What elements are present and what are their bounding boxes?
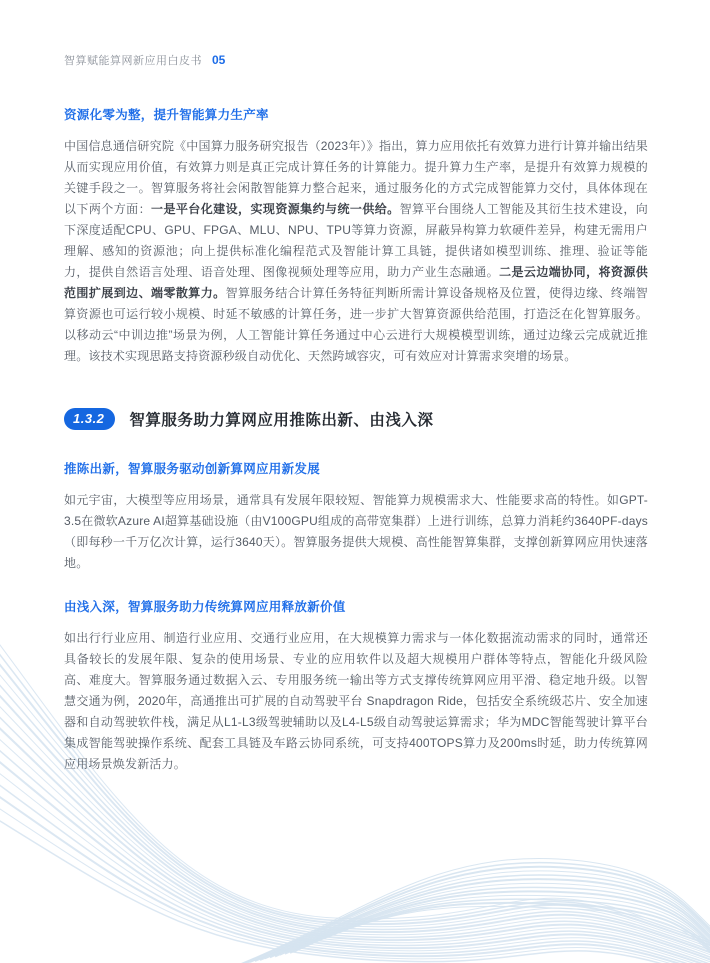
text-segment-bold: 二是云边端协同，将资源供范围扩展到边、端零散算力。 xyxy=(64,265,648,300)
text-segment-bold: 一是平台化建设，实现资源集约与统一供给。 xyxy=(151,202,400,216)
doc-header xyxy=(64,52,648,68)
text-segment: 智算平台围绕人工智能及其衍生技术建设，向下深度适配CPU、GPU、FPGA、MLU、NPU、TPU等算力资源，屏蔽异构算力软硬件差异，构建无需用户理解、感知的资源池；向上提供标准化编程范式及智能计算工具链，提供诸如模型训练、推理、验证等能力，提供自然语言处理、语音处理、图像视频处理等应用，助力产业生态融通。 xyxy=(64,202,648,279)
page-number: 05 xyxy=(212,53,226,67)
section-1-3-2 xyxy=(64,408,648,775)
section-resource-integration xyxy=(64,105,648,367)
doc-title: 智算赋能算网新应用白皮书 xyxy=(64,55,202,67)
section-title: 智算服务助力算网应用推陈出新、由浅入深 xyxy=(129,412,434,429)
subtitle-innovation: 推陈出新，智算服务驱动创新算网应用新发展 xyxy=(64,462,321,476)
subtitle-resource-integration: 资源化零为整，提升智能算力生产率 xyxy=(64,108,269,122)
paragraph-innovation: 如元宇宙，大模型等应用场景，通常具有发展年限较短、智能算力规模需求大、性能要求高的特性。如GPT-3.5在微软Azure AI超算基础设施（由V100GPU组成的高带宽集群）上进行训练，总算力消耗约3640PF-days（即每秒一千万亿次计算，运行3640天）。智算服务提供大规模、高性能智算集群，支撑创新算网应用快速落地。 xyxy=(64,493,648,570)
text-segment: 智算服务结合计算任务特征判断所需计算设备规格及位置，使得边缘、终端智算资源也可运行较小规模、时延不敏感的计算任务，进一步扩大智算资源供给范围，打造泛在化智算服务。以移动云“中训边推”场景为例，人工智能计算任务通过中心云进行大规模模型训练，通过边缘云完成就近推理。该技术实现思路支持资源秒级自动优化、天然跨域容灾，可有效应对计算需求突增的场景。 xyxy=(64,286,648,363)
text-segment: 中国信息通信研究院《中国算力服务研究报告（2023年）》指出，算力应用依托有效算力进行计算并输出结果从而实现应用价值，有效算力则是真正完成计算任务的计算能力。提升算力生产率，是提升有效算力规模的关键手段之一。智算服务将社会闲散智能算力整合起来，通过服务化的方式完成智能算力交付，具体体现在以下两个方面： xyxy=(64,139,648,216)
section-heading xyxy=(64,408,648,430)
subtitle-traditional-value: 由浅入深，智算服务助力传统算网应用释放新价值 xyxy=(64,600,346,614)
paragraph-resource-integration xyxy=(64,136,648,367)
section-number-badge: 1.3.2 xyxy=(64,408,115,430)
paragraph-traditional-value: 如出行行业应用、制造行业应用、交通行业应用，在大规模算力需求与一体化数据流动需求的同时，通常还具备较长的发展年限、复杂的使用场景、专业的应用软件以及超大规模用户群体等特点，智能化升级风险高、难度大。智算服务通过数据入云、专用服务统一输出等方式支撑传统算网应用平滑、稳定地升级。以智慧交通为例，2020年，高通推出可扩展的自动驾驶平台 Snapdragon Ride，包括安全系统级芯片、安全加速器和自动驾驶软件栈，满足从L1-L3级驾驶辅助以及L4-L5级自动驾驶运算需求；华为MDC智能驾驶计算平台集成智能驾驶操作系统、配套工具链及车路云协同系统，可支持400TOPS算力及200ms时延，助力传统算网应用场景焕发新活力。 xyxy=(64,631,648,771)
